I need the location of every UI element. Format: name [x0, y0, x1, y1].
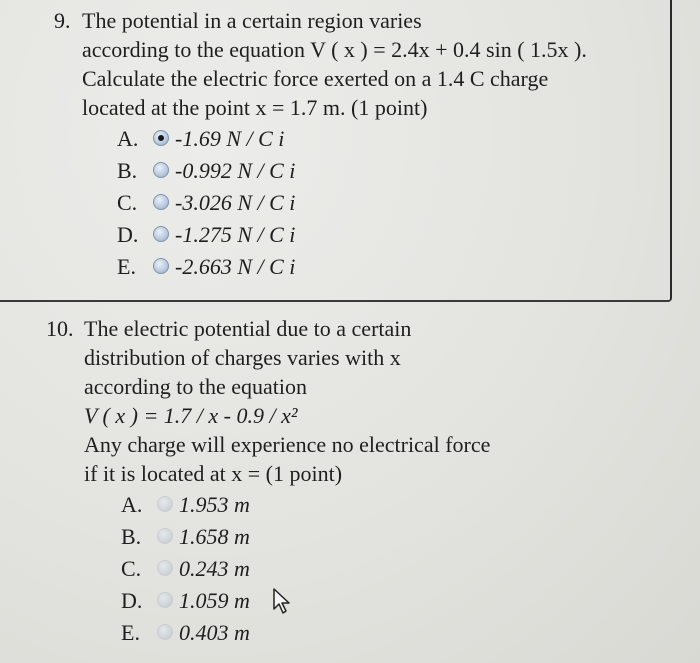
option-e[interactable]	[54, 250, 684, 282]
mouse-cursor-icon	[270, 587, 294, 615]
option-a[interactable]	[54, 122, 684, 154]
option-a[interactable]	[46, 488, 686, 520]
option-letter: C.	[117, 189, 138, 215]
question-text-line: according to the equation	[84, 374, 307, 399]
option-text: -2.663 N / C i	[175, 253, 296, 279]
question-text-line: according to the equation V ( x ) = 2.4x + 0.4 sin ( 1.5x ).	[82, 37, 587, 62]
option-letter: C.	[121, 555, 142, 581]
option-e[interactable]	[46, 616, 686, 648]
option-d[interactable]	[46, 584, 686, 616]
option-text: -1.275 N / C i	[175, 221, 296, 247]
question-9-header	[54, 6, 684, 35]
radio-icon[interactable]	[153, 162, 169, 178]
question-text-line: The electric potential due to a certain	[84, 316, 412, 341]
radio-icon[interactable]	[157, 624, 173, 640]
option-letter: D.	[121, 587, 143, 613]
option-letter: B.	[121, 523, 142, 549]
option-text: 0.403 m	[179, 619, 250, 645]
question-10-header	[46, 314, 686, 343]
option-letter: A.	[117, 125, 139, 151]
question-text-line: if it is located at x = (1 point)	[84, 461, 343, 486]
question-text-line: Any charge will experience no electrical force	[84, 432, 491, 457]
option-text: -1.69 N / C i	[175, 125, 285, 151]
radio-icon[interactable]	[153, 258, 169, 274]
radio-icon[interactable]	[157, 528, 173, 544]
option-text: -3.026 N / C i	[175, 189, 296, 215]
option-c[interactable]	[46, 552, 686, 584]
question-text-line: The potential in a certain region varies	[82, 8, 422, 33]
question-10	[46, 314, 686, 648]
option-letter: B.	[117, 157, 138, 183]
question-text-line: Calculate the electric force exerted on a 1.4 C charge	[82, 66, 549, 91]
question-text-line: distribution of charges varies with x	[84, 345, 401, 370]
option-letter: E.	[117, 253, 136, 279]
answer-options	[54, 122, 684, 282]
option-c[interactable]	[54, 186, 684, 218]
answer-options	[46, 488, 686, 648]
radio-selected-icon[interactable]	[153, 130, 169, 146]
radio-icon[interactable]	[153, 194, 169, 210]
question-number: 10.	[46, 316, 74, 341]
question-number: 9.	[54, 8, 71, 33]
option-letter: D.	[117, 221, 139, 247]
question-equation: V ( x ) = 1.7 / x - 0.9 / x²	[84, 403, 298, 428]
option-d[interactable]	[54, 218, 684, 250]
option-text: 1.059 m	[179, 587, 250, 613]
option-letter: E.	[121, 619, 140, 645]
option-text: 1.953 m	[179, 491, 250, 517]
option-letter: A.	[121, 491, 143, 517]
radio-icon[interactable]	[157, 560, 173, 576]
option-text: 0.243 m	[179, 555, 250, 581]
option-b[interactable]	[54, 154, 684, 186]
question-text-line: located at the point x = 1.7 m. (1 point)	[82, 95, 428, 120]
radio-icon[interactable]	[157, 592, 173, 608]
question-9	[54, 6, 684, 282]
radio-icon[interactable]	[153, 226, 169, 242]
option-text: -0.992 N / C i	[175, 157, 296, 183]
radio-icon[interactable]	[157, 496, 173, 512]
option-b[interactable]	[46, 520, 686, 552]
option-text: 1.658 m	[179, 523, 250, 549]
